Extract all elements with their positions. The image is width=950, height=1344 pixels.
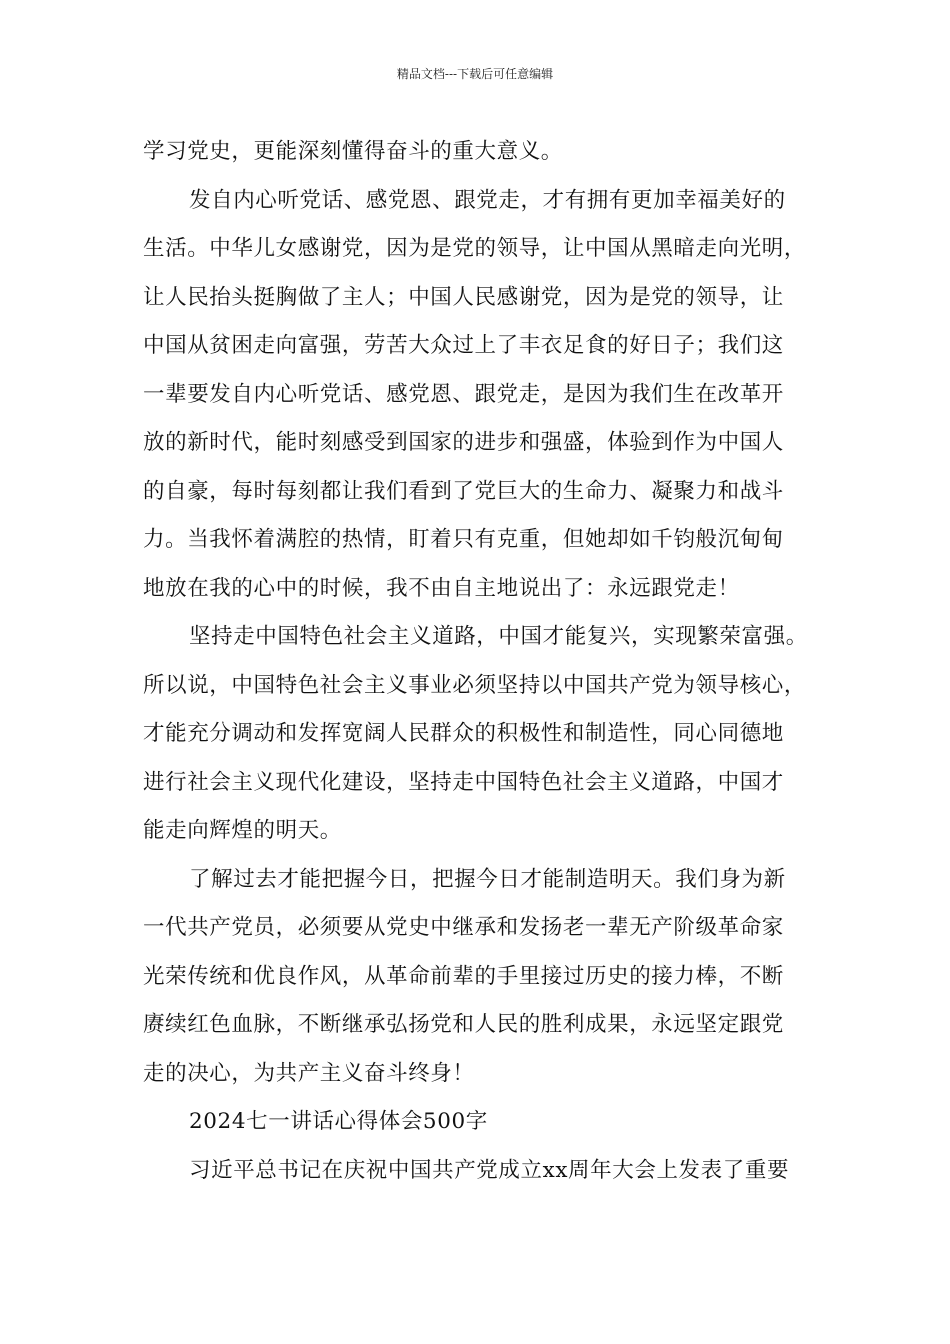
text-line: 力。当我怀着满腔的热情，盯着只有克重，但她却如千钧般沉甸甸 <box>143 527 784 552</box>
text-line: 进行社会主义现代化建设，坚持走中国特色社会主义道路，中国才 <box>143 769 784 795</box>
text-line: 赓续红色血脉，不断继承弘扬党和人民的胜利成果，永远坚定跟党 <box>143 1012 784 1037</box>
text-line: 放的新时代，能时刻感受到国家的进步和强盛，体验到作为中国人 <box>143 430 784 455</box>
paragraph-first-line: 习近平总书记在庆祝中国共产党成立xx周年大会上发表了重要 <box>189 1157 790 1183</box>
text-line: 光荣传统和优良作风，从革命前辈的手里接过历史的接力棒，不断 <box>143 963 784 989</box>
paragraph-first-line: 了解过去才能把握今日，把握今日才能制造明天。我们身为新 <box>189 866 786 892</box>
text-line: 走的决心，为共产主义奋斗终身！ <box>143 1060 475 1086</box>
text-line: 生活。中华儿女感谢党，因为是党的领导，让中国从黑暗走向光明， <box>143 236 807 261</box>
text-line: 让人民抬头挺胸做了主人；中国人民感谢党，因为是党的领导，让 <box>143 284 784 310</box>
text-line: 地放在我的心中的时候，我不由自主地说出了：永远跟党走！ <box>143 575 740 601</box>
text-line: 的自豪，每时每刻都让我们看到了党巨大的生命力、凝聚力和战斗 <box>143 478 784 504</box>
paragraph-first-line: 坚持走中国特色社会主义道路，中国才能复兴，实现繁荣富强。 <box>189 624 808 649</box>
text-line: 一代共产党员，必须要从党史中继承和发扬老一辈无产阶级革命家 <box>143 915 784 940</box>
text-line: 才能充分调动和发挥宽阔人民群众的积极性和制造性，同心同德地 <box>143 721 784 746</box>
page-header: 精品文档---下载后可任意编辑 <box>396 67 554 81</box>
paragraph-first-line: 发自内心听党话、感党恩、跟党走，才有拥有更加幸福美好的 <box>189 187 786 213</box>
text-line: 能走向辉煌的明天。 <box>143 818 342 843</box>
text-line: 中国从贫困走向富强，劳苦大众过上了丰衣足食的好日子；我们这 <box>143 333 784 358</box>
text-line: 所以说，中国特色社会主义事业必须坚持以中国共产党为领导核心， <box>143 672 807 698</box>
text-line: 一辈要发自内心听党话、感党恩、跟党走，是因为我们生在改革开 <box>143 381 784 407</box>
section-heading: 2024七一讲话心得体会500字 <box>189 1109 488 1134</box>
text-line: 学习党史，更能深刻懂得奋斗的重大意义。 <box>143 139 563 164</box>
document-body <box>143 128 823 1195</box>
